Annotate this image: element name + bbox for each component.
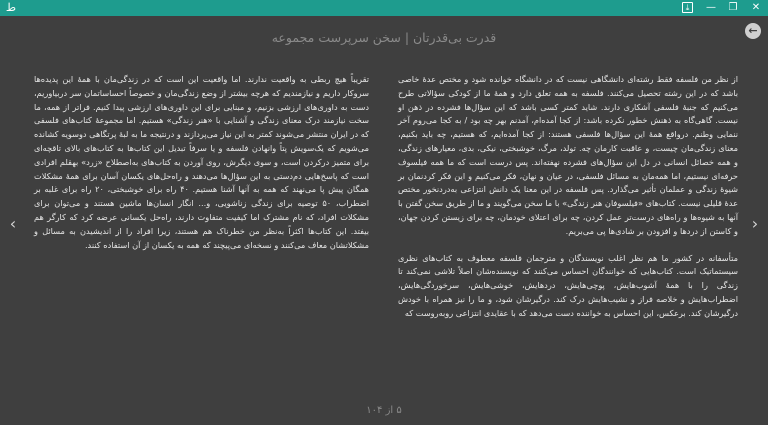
left-page-column bbox=[34, 73, 369, 313]
right-page-column bbox=[398, 73, 738, 373]
left-paragraph-1: تقریباً هیچ ربطی به واقعیت ندارند. اما واقعیت این است که در زندگی‌مان با همهٔ این پدیده‌ها سروکار داریم و نیازمندیم که هرچه بیشتر از وضع زندگی‌مان و خصوصاً احساساتمان سر دربیاوریم، دست به داوری‌های ارزشی بزنیم، و مبنایی برای این داوری‌های ارزشی پیدا کنیم. فراتر از همه، ما سخت نیازمند درک معنای زندگی و آشنایی با «هنر زندگی» هستیم. اما مجموعهٔ کتاب‌های فلسفی که در ایران منتشر می‌شوند کمتر به این نیاز می‌پردازند و درنتیجه ما به لبهٔ پرتگاهی دوسویه کشانده می‌شویم که یک‌سویش پتاً وانهادن فلسفه و یا سرفاً تبدیل این کتاب‌ها به کتاب‌های بالای تاقچه‌ای برای متمیز درکردن است، و سوی دیگرش، روی آوردن به کتاب‌های به‌اصطلاح «زرد» بهقلم افرادی است که پاسخ‌هایی دم‌دستی به این سؤال‌ها می‌دهند و راه‌حل‌های یکسان آسان برای همهٔ مشکلات همگان پیش پا می‌نهند که همه به آنها آشنا هستیم. ۴۰ راه برای خوشبختی، ۲۰ راه برای غلبه بر اضطراب، ۵۰ توصیه برای زندگی زناشویی، و... انگار انسان‌ها ماشین هستند و می‌توان برای مشکلات افراد، که نام مشترک اما کیفیت متفاوت دارند، راه‌حل یکسانی عرضه کرد که کارگر هم بیفتد. این کتاب‌ها اکثراً به‌نظر من خطرناک هم هستند، زیرا افراد را از اندیشیدن به مسائل و مشکلاتشان معاف می‌کنند و نسخه‌ای می‌پیچند که همه به یکسان از آن استفاده کنند. bbox=[34, 74, 369, 250]
download-icon: ⤓ bbox=[682, 2, 693, 13]
title-bar bbox=[0, 0, 768, 16]
download-button[interactable] bbox=[676, 0, 698, 16]
right-paragraph-1: از نظر من فلسفه فقط رشته‌ای دانشگاهی نیست که در دانشگاه خوانده شود و مختص عدهٔ خاصی باشد که در این رشته تحصیل می‌کنند. فلسفه به همه تعلق دارد و همهٔ ما از کودکی سؤالاتی طرح می‌کنیم که جنبهٔ فلسفی آشکاری دارند. شاید کمتر کسی باشد که این سؤال‌ها فشرده در ذهن او نیست. گاهی‌گاه به ذهنش خطور نکرده باشد: از کجا آمده‌ام، آمدنم بهر چه بود / به کجا می‌روم آخر ننمایی وطنم. درواقع همهٔ این سؤال‌ها فلسفی هستند: از کجا آمده‌ایم، که هستیم، چه باید بکنیم، معنای زندگی‌مان چیست، و عاقبت کارمان چه. تولد، مرگ، خوشبختی، نیکی، بدی، معیارهای زندگی، و همه خصائل انسانی در دل این سؤال‌های فشرده نهفته‌اند. پس درست است که ما همه فیلسوف حرفه‌ای نیستیم، اما همه‌مان به مسائل فلسفی، در عیان و نهان، فکر می‌کنیم و این فکر کردنمان بر شیوهٔ زندگی و عملمان تأثیر می‌گذارد. پس فلسفه در این معنا یک دانش انتزاعی به‌دردنخور مختص عدهٔ قلیلی نیست. کتاب‌های «فیلسوفان هنر زندگی» با ما سخن می‌گویند و ما از طریق سخن گفتن با آنها به شیوه‌ها و راه‌های درست‌تر عمل کردن، چه برای اعتلای خودمان، چه برای زیستن کردن جهان، و کاستن از دردها و افزودن بر شادی‌ها پی می‌بریم. bbox=[398, 74, 738, 236]
close-button[interactable]: ✕ bbox=[751, 2, 761, 13]
page-counter: ۵ از ۱۰۴ bbox=[366, 405, 402, 416]
minimize-button[interactable]: — bbox=[706, 2, 716, 13]
chapter-title: قدرت بی‌قدرتان | سخن سرپرست مجموعه bbox=[271, 30, 497, 45]
next-page-chevron-icon[interactable]: › bbox=[751, 214, 759, 233]
maximize-button[interactable]: ❐ bbox=[728, 2, 738, 13]
back-arrow-icon[interactable]: ← bbox=[745, 23, 761, 39]
right-paragraph-2: متأسفانه در کشور ما هم نظر اغلب نویسندگان و مترجمان فلسفه معطوف به کتاب‌های نظری سیستماتیک است. کتاب‌هایی که خوانندگان احساس می‌کنند که نویسنده‌شان اصلاً تلاشی نمی‌کند تا زندگی را با همهٔ آشوب‌هایش، پوچی‌هایش، دردهایش، خوشی‌هایش، سرخوردگی‌هایش، اضطراب‌هایش و خلاصه فراز و نشیب‌هایش درک کند. درگیرشان شود، و ما را نیز همراه با خودش درگیرشان کند. برعکس، این احساس به خواننده دست می‌دهد که با عقایدی انتزاعی روبه‌روست که bbox=[398, 252, 738, 318]
prev-page-chevron-icon[interactable]: ‹ bbox=[9, 214, 17, 233]
app-logo-icon: ط bbox=[5, 1, 17, 14]
